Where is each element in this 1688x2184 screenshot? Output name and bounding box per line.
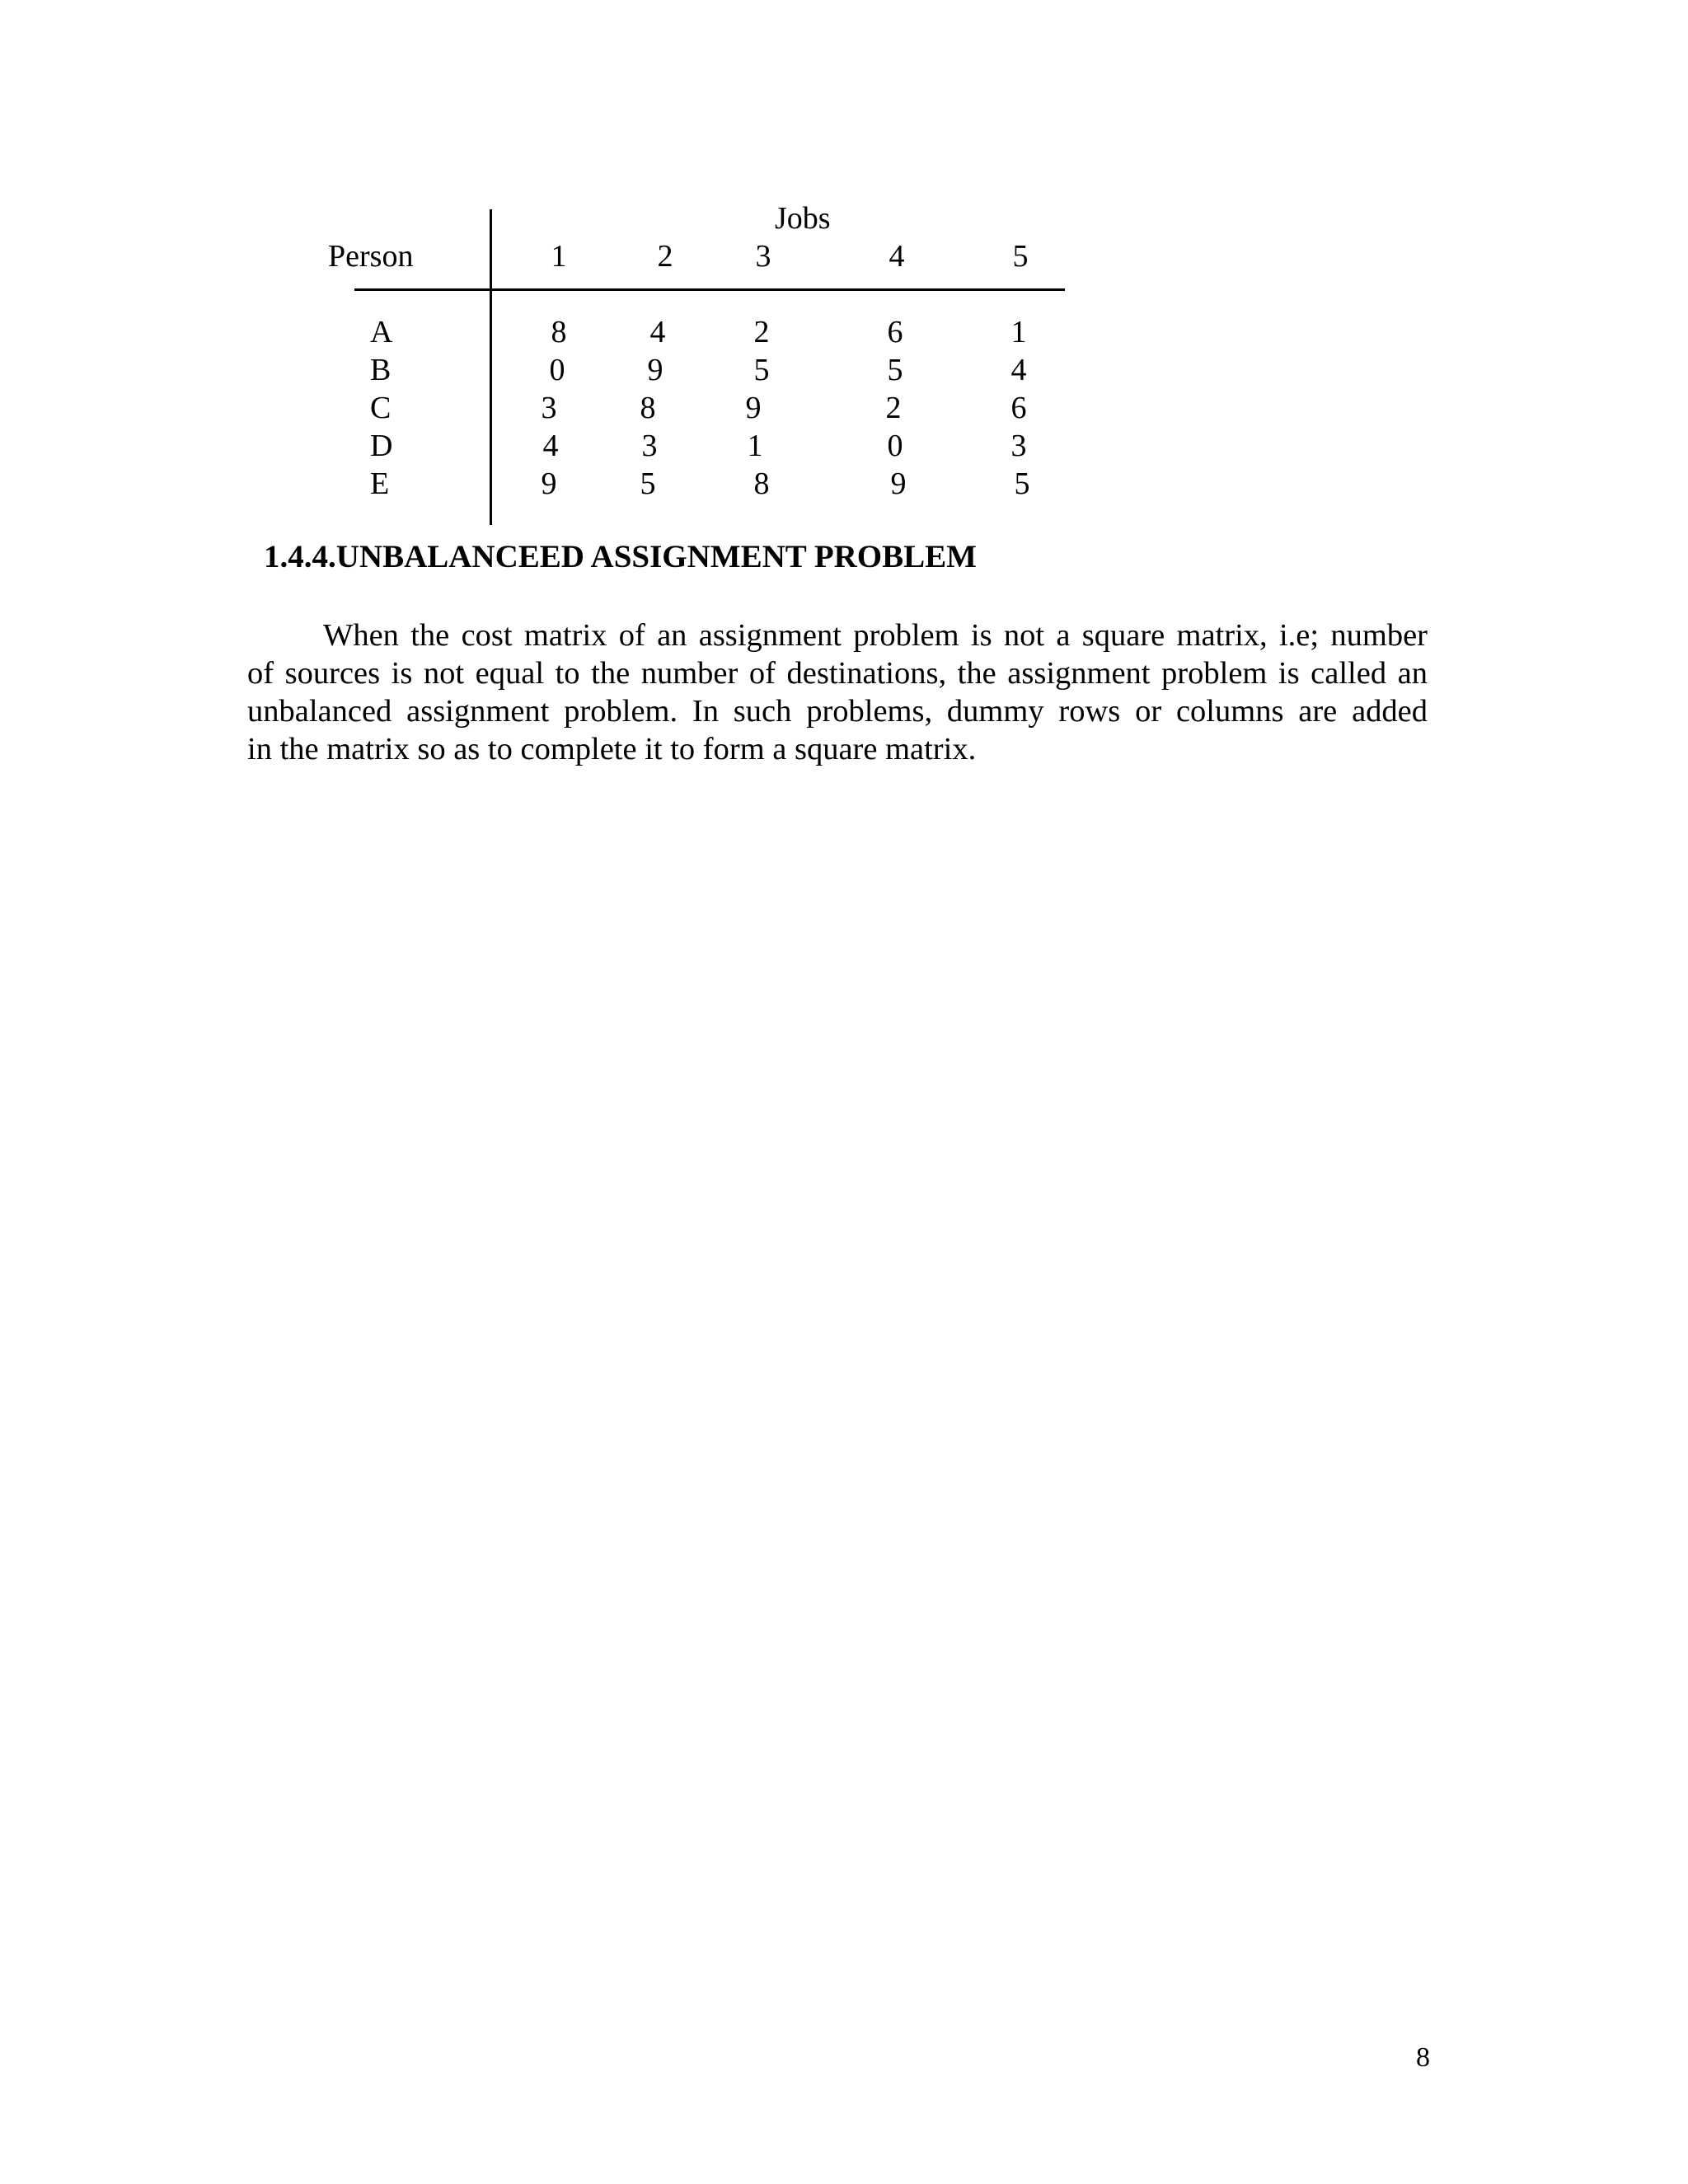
table-cell: 8	[640, 391, 656, 425]
table-cell: 0	[887, 429, 903, 463]
table-cell: 2	[753, 315, 770, 349]
row-label: A	[370, 315, 393, 349]
table-cell: 4	[542, 429, 559, 463]
table-cell: 9	[890, 466, 907, 501]
table-cell: 6	[1010, 391, 1027, 425]
section-heading: 1.4.4.UNBALANCEED ASSIGNMENT PROBLEM	[264, 539, 977, 574]
column-header: 5	[1012, 239, 1029, 274]
table-cell: 2	[885, 391, 902, 425]
person-header: Person	[328, 239, 414, 274]
table-cell: 5	[753, 353, 770, 387]
paragraph-line: of sources is not equal to the number of destinations, the assignment problem is called an	[247, 656, 1428, 691]
row-label: B	[370, 353, 392, 387]
table-cell: 3	[641, 429, 658, 463]
table-cell: 9	[541, 466, 557, 501]
table-cell: 3	[1010, 429, 1027, 463]
table-vertical-divider	[490, 209, 492, 525]
table-cell: 8	[551, 315, 567, 349]
table-cell: 4	[649, 315, 666, 349]
table-cell: 6	[887, 315, 903, 349]
paragraph-line: When the cost matrix of an assignment problem is not a square matrix, i.e; number	[323, 618, 1428, 653]
table-horizontal-divider	[354, 288, 1065, 291]
page-number: 8	[1416, 2042, 1430, 2073]
column-header: 3	[755, 239, 771, 274]
column-header: 4	[889, 239, 905, 274]
table-cell: 9	[647, 353, 663, 387]
row-label: C	[370, 391, 392, 425]
table-cell: 4	[1010, 353, 1027, 387]
paragraph-line: unbalanced assignment problem. In such problems, dummy rows or columns are added	[247, 694, 1428, 729]
table-cell: 1	[1010, 315, 1027, 349]
row-label: D	[370, 429, 393, 463]
table-cell: 5	[640, 466, 656, 501]
table-cell: 1	[747, 429, 763, 463]
body-paragraph	[247, 616, 1428, 768]
table-cell: 5	[887, 353, 903, 387]
column-header: 2	[657, 239, 673, 274]
table-cell: 5	[1014, 466, 1030, 501]
table-cell: 0	[549, 353, 565, 387]
paragraph-line: in the matrix so as to complete it to form a square matrix.	[247, 732, 977, 766]
table-cell: 3	[541, 391, 557, 425]
table-cell: 8	[753, 466, 770, 501]
table-cell: 9	[745, 391, 762, 425]
column-header: 1	[551, 239, 567, 274]
row-label: E	[370, 466, 390, 501]
jobs-header: Jobs	[775, 201, 831, 236]
